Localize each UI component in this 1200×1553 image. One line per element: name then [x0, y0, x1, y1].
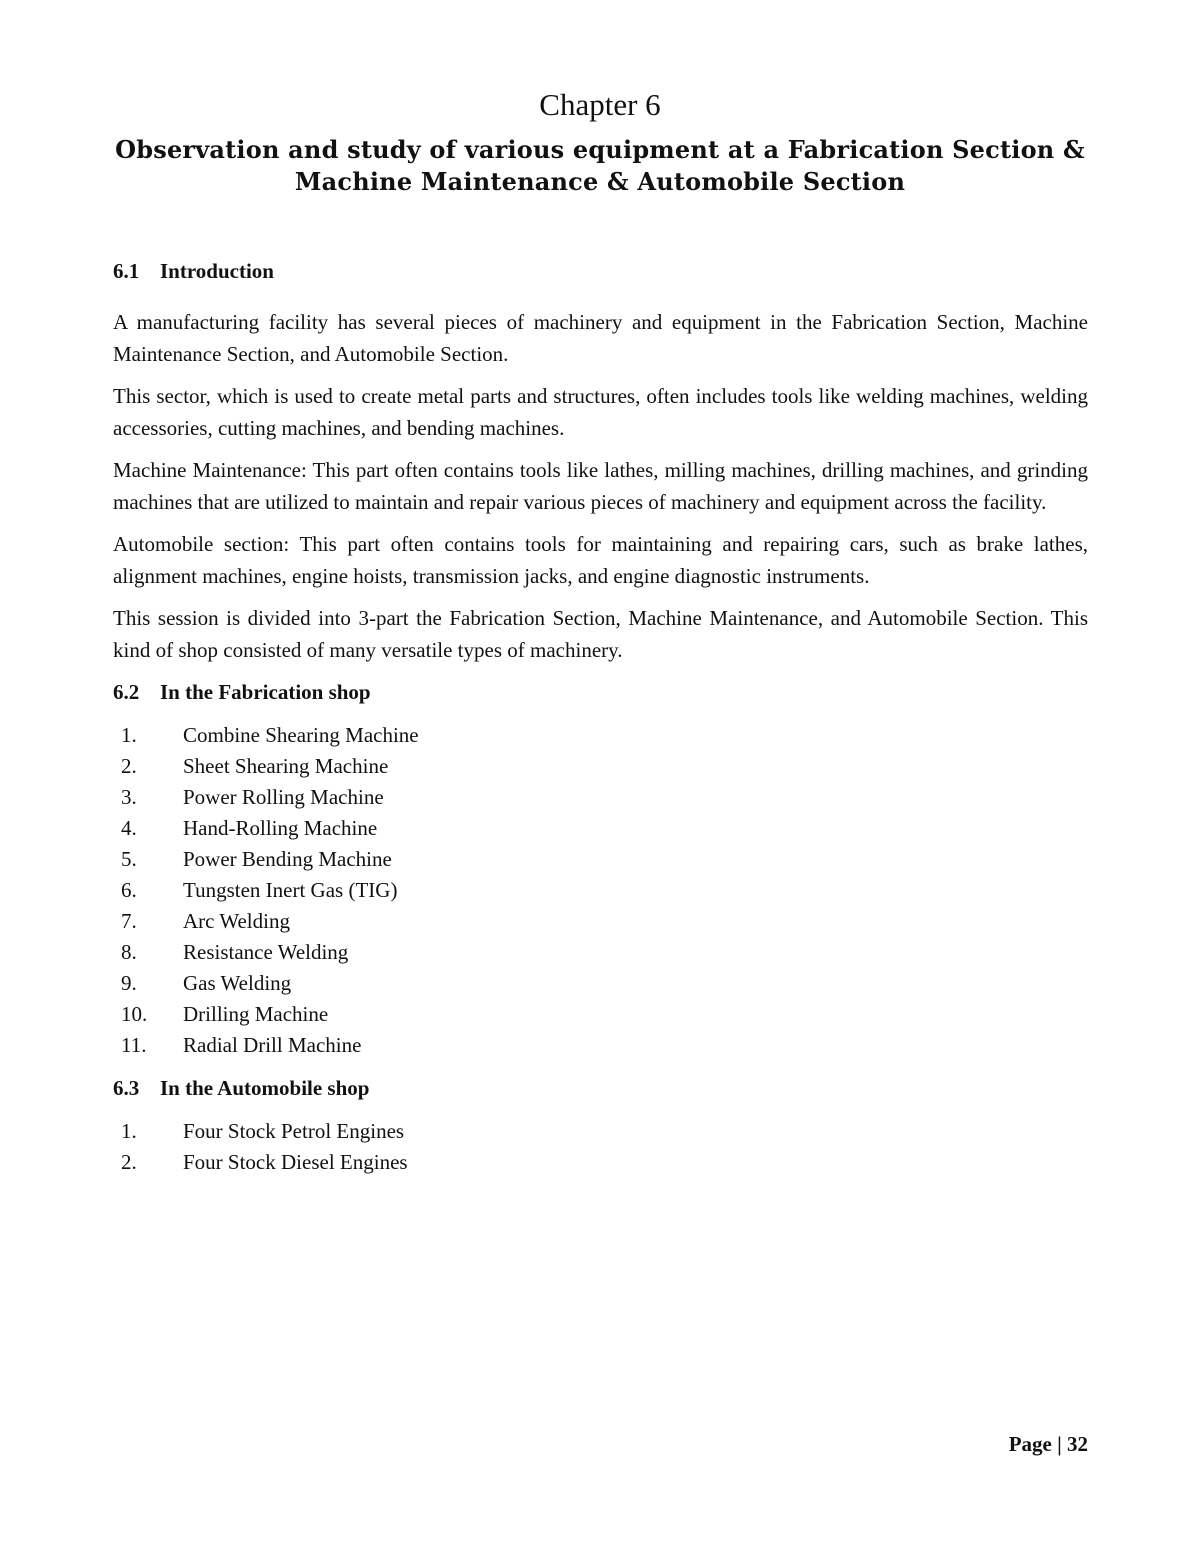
list-item	[113, 1116, 1088, 1147]
section-heading-introduction	[113, 256, 1088, 287]
section-title: In the Automobile shop	[160, 1076, 370, 1100]
list-item-number: 3.	[121, 785, 137, 809]
list-item	[113, 875, 1088, 906]
list-item	[113, 906, 1088, 937]
paragraph: Automobile section: This part often contains tools for maintaining and repairing cars, such as brake lathes, alignment machines, engine hoists, transmission jacks, and engine diagnostic instruments.	[113, 532, 1088, 588]
chapter-title: Chapter 6	[539, 87, 661, 122]
list-item-number: 5.	[121, 847, 137, 871]
chapter-subtitle-line-1: Observation and study of various equipment at a Fabrication Section &	[115, 135, 1085, 164]
list-item-label: Gas Welding	[183, 971, 292, 995]
list-item-label: Resistance Welding	[183, 940, 349, 964]
section-heading-fabrication	[113, 677, 1088, 708]
list-item-number: 10.	[121, 1002, 148, 1026]
list-item-label: Power Bending Machine	[183, 847, 392, 871]
list-item-number: 11.	[121, 1033, 147, 1057]
list-item-number: 7.	[121, 909, 137, 933]
chapter-subtitle-line-2: Machine Maintenance & Automobile Section	[294, 167, 906, 196]
list-item-label: Drilling Machine	[183, 1002, 329, 1026]
list-item-label: Power Rolling Machine	[183, 785, 384, 809]
fabrication-equipment-list	[113, 720, 1088, 1061]
list-item-number: 1.	[121, 723, 137, 747]
list-item	[113, 968, 1088, 999]
list-item-number: 9.	[121, 971, 137, 995]
paragraph: This session is divided into 3-part the Fabrication Section, Machine Maintenance, and Automobile Section. This kind of shop consisted of many versatile types of machinery.	[113, 606, 1088, 662]
list-item-label: Tungsten Inert Gas (TIG)	[183, 878, 398, 902]
list-item-label: Sheet Shearing Machine	[183, 754, 389, 778]
list-item-number: 1.	[121, 1119, 137, 1143]
list-item	[113, 782, 1088, 813]
section-number: 6.1	[113, 259, 140, 283]
list-item-number: 8.	[121, 940, 137, 964]
list-item-number: 2.	[121, 754, 137, 778]
list-item	[113, 813, 1088, 844]
list-item	[113, 720, 1088, 751]
document-body	[113, 256, 1088, 1190]
section-heading-automobile	[113, 1073, 1088, 1104]
list-item	[113, 1030, 1088, 1061]
list-item	[113, 751, 1088, 782]
list-item-label: Four Stock Diesel Engines	[183, 1150, 408, 1174]
list-item	[113, 844, 1088, 875]
list-item-label: Four Stock Petrol Engines	[183, 1119, 405, 1143]
list-item	[113, 1147, 1088, 1178]
chapter-subtitle	[100, 134, 1100, 198]
paragraph: This sector, which is used to create metal parts and structures, often includes tools like welding machines, welding accessories, cutting machines, and bending machines.	[113, 384, 1088, 440]
list-item-label: Radial Drill Machine	[183, 1033, 362, 1057]
list-item-label: Hand-Rolling Machine	[183, 816, 378, 840]
page-number: Page | 32	[1008, 1432, 1088, 1456]
section-title: In the Fabrication shop	[160, 680, 371, 704]
paragraph: A manufacturing facility has several pieces of machinery and equipment in the Fabrication Section, Machine Maintenance Section, and Automobile Section.	[113, 310, 1088, 366]
list-item-number: 4.	[121, 816, 137, 840]
list-item-label: Arc Welding	[183, 909, 290, 933]
section-title: Introduction	[160, 259, 274, 283]
list-item	[113, 999, 1088, 1030]
automobile-equipment-list	[113, 1116, 1088, 1178]
list-item-label: Combine Shearing Machine	[183, 723, 419, 747]
paragraph: Machine Maintenance: This part often contains tools like lathes, milling machines, drilling machines, and grinding machines that are utilized to maintain and repair various pieces of machinery and equipment across the facility.	[113, 458, 1088, 514]
list-item-number: 6.	[121, 878, 137, 902]
section-number: 6.2	[113, 680, 140, 704]
list-item	[113, 937, 1088, 968]
section-number: 6.3	[113, 1076, 140, 1100]
list-item-number: 2.	[121, 1150, 137, 1174]
